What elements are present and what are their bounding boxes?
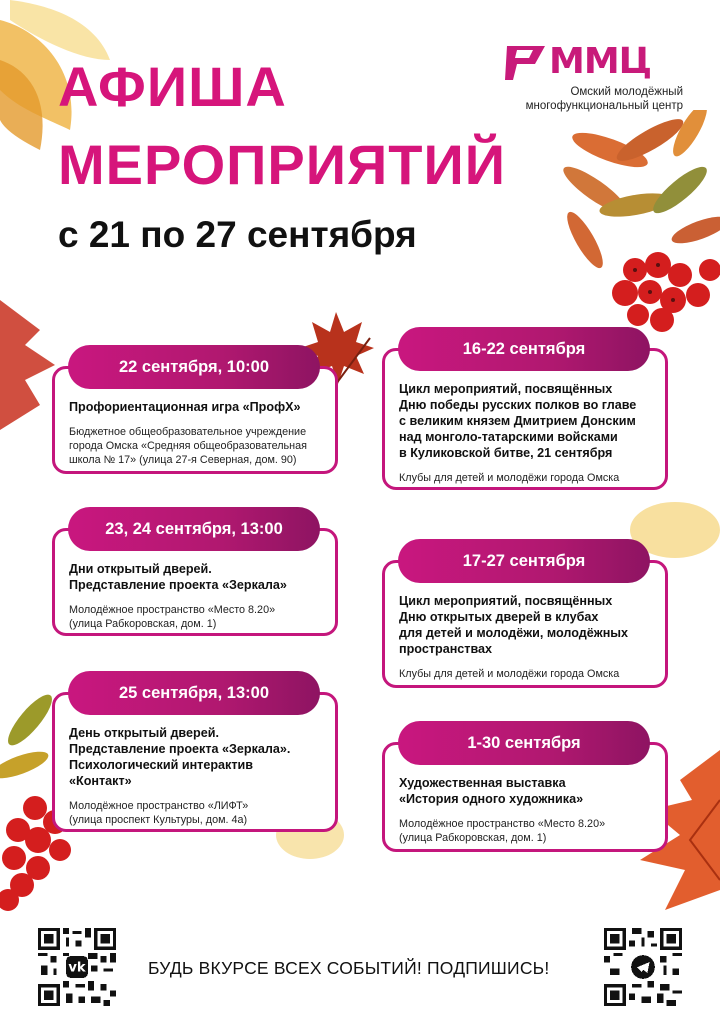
- event-place: Молодёжное пространство «Место 8.20» (улица Рабкоровская, дом. 1): [399, 818, 606, 844]
- event-date-pill-1: 22 сентября, 10:00: [68, 345, 320, 389]
- event-place: Бюджетное общеобразовательное учреждение города Омска «Средняя общеобразовательная школа № 17» (улица 27-я Северная, дом. 90): [69, 426, 307, 466]
- vk-icon: vk: [68, 960, 86, 976]
- logo-subtitle-1: Омский молодёжный: [570, 86, 683, 98]
- event-place: Клубы для детей и молодёжи города Омска: [399, 472, 620, 484]
- event-date-pill-6: 1-30 сентября: [398, 721, 650, 765]
- event-place: Молодёжное пространство «ЛИФТ» (улица проспект Культуры, дом. 4а): [69, 800, 249, 826]
- title-line-1: АФИША: [58, 55, 287, 118]
- logo[interactable]: [503, 42, 683, 113]
- qr-code-telegram[interactable]: [604, 928, 682, 1006]
- event-title: Цикл мероприятий, посвящённых Дню открытых дверей в клубах для детей и молодёжи, молодёжных пространствах: [399, 594, 629, 656]
- title-line-2: МЕРОПРИЯТИЙ: [58, 133, 506, 196]
- event-title: Цикл мероприятий, посвящённых Дню победы русских полков во главе с великим князем Дмитрием Донским над монголо-татарскими войсками в Куликовской битве, 21 сентября: [399, 382, 637, 460]
- qr-code-vk[interactable]: [38, 928, 116, 1006]
- rowan-branch-top-right: [540, 110, 720, 340]
- event-date-pill-4: 16-22 сентября: [398, 327, 650, 371]
- logo-subtitle-2: многофункциональный центр: [525, 100, 683, 112]
- event-date-pill-2: 23, 24 сентября, 13:00: [68, 507, 320, 551]
- event-title: Дни открытый дверей. Представление проекта «Зеркала»: [69, 562, 287, 592]
- page-title: [58, 48, 506, 204]
- event-title: Художественная выставка «История одного художника»: [399, 776, 584, 806]
- event-place: Клубы для детей и молодёжи города Омска: [399, 668, 620, 680]
- event-date-pill-5: 17-27 сентября: [398, 539, 650, 583]
- date-range: с 21 по 27 сентября: [58, 214, 417, 255]
- event-title: Профориентационная игра «ПрофХ»: [69, 400, 301, 414]
- event-title: День открытый дверей. Представление проекта «Зеркала». Психологический интерактив «Контакт»: [69, 726, 291, 788]
- logo-flag-icon: [503, 42, 547, 82]
- subscribe-cta: БУДЬ ВКУРСЕ ВСЕХ СОБЫТИЙ! ПОДПИШИСЬ!: [148, 958, 550, 978]
- event-place: Молодёжное пространство «Место 8.20» (улица Рабкоровская, дом. 1): [69, 604, 276, 630]
- maple-leaf-left: [0, 290, 60, 440]
- logo-wordmark: ММЦ: [549, 41, 652, 82]
- event-date-pill-3: 25 сентября, 13:00: [68, 671, 320, 715]
